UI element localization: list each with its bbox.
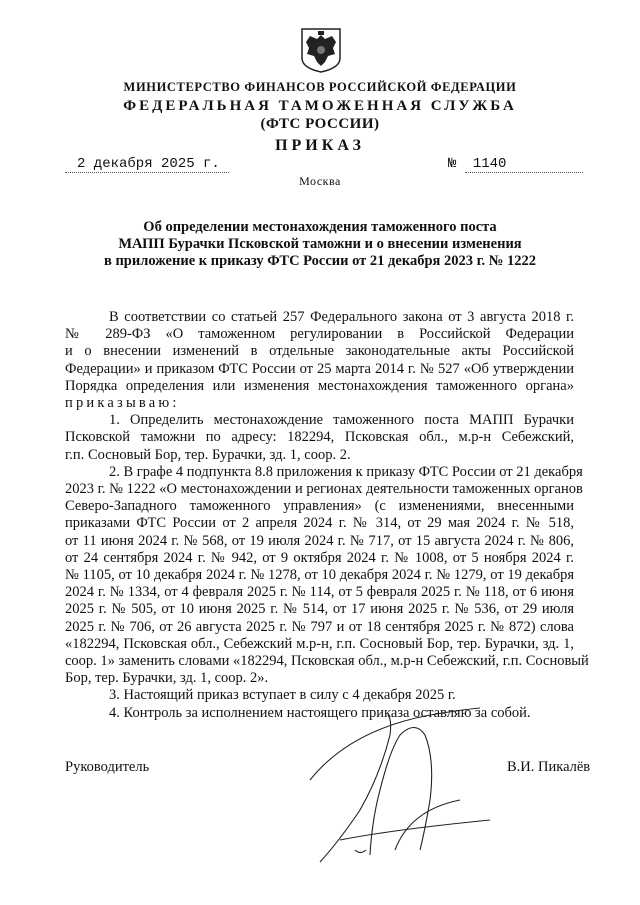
signature-icon: [300, 690, 500, 865]
body-line: № 289-ФЗ «О таможенном регулировании в Российской Федерации: [65, 326, 574, 343]
body-line: 4. Контроль за исполнением настоящего приказа оставляю за собой.: [109, 704, 531, 721]
body-line: приказами ФТС России от 2 апреля 2024 г. № 314, от 29 мая 2024 г. № 518,: [65, 515, 574, 532]
document-number-field: [448, 156, 583, 173]
body-line: Северо-Западного таможенного управления» (с изменениями, внесенными: [65, 498, 574, 515]
body-line: Порядка определения или изменения местонахождения таможенного органа»: [65, 377, 574, 394]
body-line: 2024 г. № 1334, от 4 февраля 2025 г. № 114, от 5 февраля 2025 г. № 118, от 6 июня: [65, 584, 574, 601]
body-line: 2023 г. № 1222 «О местонахождении и регионах деятельности таможенных органов: [65, 481, 583, 498]
service-short-name: (ФТС РОССИИ): [260, 116, 380, 132]
body-line: и о внесении изменений в отдельные законодательные акты Российской: [65, 343, 574, 360]
document-title: [0, 219, 640, 270]
body-line: приказываю:: [65, 395, 180, 412]
service-name: ФЕДЕРАЛЬНАЯ ТАМОЖЕННАЯ СЛУЖБА: [123, 98, 517, 114]
body-paragraph: [65, 463, 589, 688]
ministry-name: МИНИСТЕРСТВО ФИНАНСОВ РОССИЙСКОЙ ФЕДЕРАЦИИ: [123, 80, 517, 94]
title-line: в приложение к приказу ФТС России от 21 декабря 2023 г. № 1222: [103, 253, 537, 269]
signer-role: Руководитель: [65, 759, 150, 775]
body-line: «182294, Псковская обл., Себежский м.р-н, г.п. Сосновый Бор, тер. Бурачки, зд. 1,: [65, 635, 574, 652]
body-line: Псковской таможни по адресу: 182294, Псковская обл., м.р-н Себежский,: [65, 429, 574, 446]
number-sign: №: [448, 156, 457, 172]
body-line: 2. В графе 4 подпункта 8.8 приложения к приказу ФТС России от 21 декабря: [109, 463, 583, 480]
body-line: № 1105, от 10 декабря 2024 г. № 1278, от 10 декабря 2024 г. № 1279, от 19 декабря: [65, 567, 574, 584]
body-line: 3. Настоящий приказ вступает в силу с 4 декабря 2025 г.: [109, 687, 456, 704]
body-paragraph: [65, 412, 574, 464]
document-body: [65, 309, 589, 722]
document-city: Москва: [299, 174, 341, 188]
body-line: г.п. Сосновый Бор, тер. Бурачки, зд. 1, соор. 2.: [65, 446, 351, 463]
coat-of-arms-emblem: [298, 26, 344, 74]
body-line: Федерации» и приказом ФТС России от 25 марта 2014 г. № 527 «Об утверждении: [65, 360, 574, 377]
body-line: от 24 сентября 2024 г. № 942, от 9 октября 2024 г. № 1008, от 5 ноября 2024 г.: [65, 549, 574, 566]
body-line: 2025 г. № 505, от 10 июня 2025 г. № 514, от 17 июня 2025 г. № 536, от 29 июля: [65, 601, 574, 618]
body-line: В соответствии со статьей 257 Федерального закона от 3 августа 2018 г.: [109, 309, 574, 325]
document-date: 2 декабря 2025 г.: [65, 156, 229, 173]
body-line: от 11 июня 2024 г. № 568, от 19 июля 2024 г. № 717, от 15 августа 2024 г. № 806,: [65, 532, 574, 549]
document-number: 1140: [465, 156, 583, 173]
body-line: 2025 г. № 706, от 26 августа 2025 г. № 797 и от 18 сентября 2025 г. № 872) слова: [65, 618, 574, 635]
body-line: 1. Определить местонахождение таможенного поста МАПП Бурачки: [109, 412, 574, 429]
body-line: Бор, тер. Бурачки, зд. 1, соор. 2».: [65, 670, 269, 687]
title-line: МАПП Бурачки Псковской таможни и о внесении изменения: [118, 236, 522, 252]
body-line: соор. 1» заменить словами «182294, Псковская обл., м.р-н Себежский, г.п. Сосновый: [65, 653, 589, 670]
signer-name: В.И. Пикалёв: [507, 759, 591, 775]
title-line: Об определении местонахождения таможенного поста: [143, 219, 497, 235]
document-type: ПРИКАЗ: [275, 137, 365, 154]
body-paragraph: [65, 309, 574, 412]
